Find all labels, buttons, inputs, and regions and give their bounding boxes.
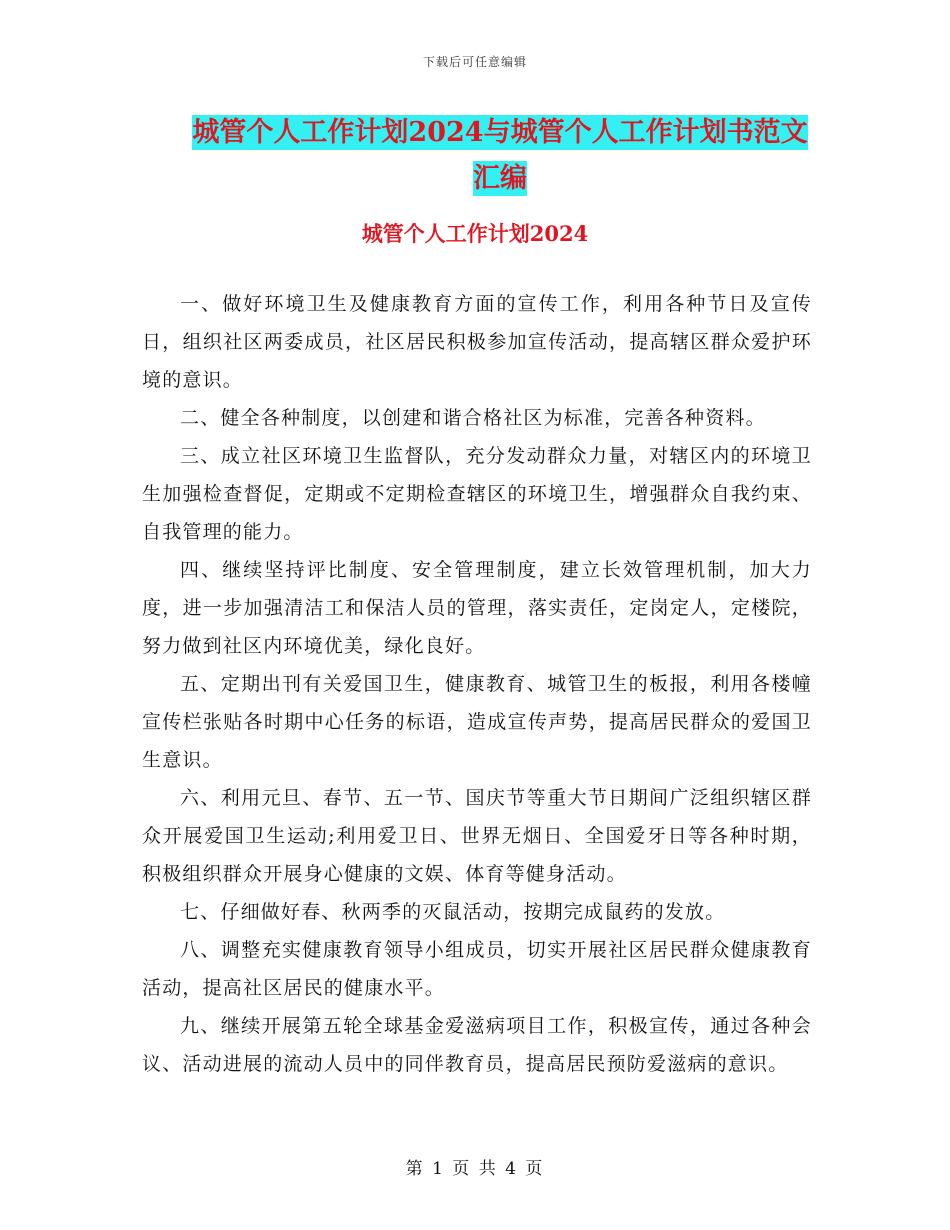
paragraph-1: 一、做好环境卫生及健康教育方面的宣传工作，利用各种节日及宣传日，组织社区两委成员，社区居民积极参加宣传活动，提高辖区群众爱护环境的意识。 <box>142 293 812 391</box>
paragraph-4: 四、继续坚持评比制度、安全管理制度，建立长效管理机制，加大力度，进一步加强清洁工和保洁人员的管理，落实责任，定岗定人，定楼院，努力做到社区内环境优美，绿化良好。 <box>142 559 812 657</box>
document-title-text: 城管个人工作计划2024与城管个人工作计划书范文汇编 <box>192 117 808 194</box>
paragraph-5: 五、定期出刊有关爱国卫生，健康教育、城管卫生的板报，利用各楼幢宣传栏张贴各时期中心任务的标语，造成宣传声势，提高居民群众的爱国卫生意识。 <box>142 673 812 771</box>
page-footer: 第 1 页 共 4 页 <box>405 1159 545 1179</box>
header-note: 下载后可任意编辑 <box>422 55 527 69</box>
paragraph-6: 六、利用元旦、春节、五一节、国庆节等重大节日期间广泛组织辖区群众开展爱国卫生运动;利用爱卫日、世界无烟日、全国爱牙日等各种时期，积极组织群众开展身心健康的文娱、体育等健身活动。 <box>142 787 812 885</box>
paragraph-2: 二、健全各种制度，以创建和谐合格社区为标准，完善各种资料。 <box>180 407 766 429</box>
document-body <box>142 285 812 1083</box>
paragraph-3: 三、成立社区环境卫生监督队，充分发动群众力量，对辖区内的环境卫生加强检查督促，定期或不定期检查辖区的环境卫生，增强群众自我约束、自我管理的能力。 <box>142 445 812 543</box>
document-title <box>180 110 820 202</box>
paragraph-9: 九、继续开展第五轮全球基金爱滋病项目工作，积极宣传，通过各种会议、活动进展的流动人员中的同伴教育员，提高居民预防爱滋病的意识。 <box>142 1015 812 1075</box>
paragraph-7: 七、仔细做好春、秋两季的灭鼠活动，按期完成鼠药的发放。 <box>180 901 726 923</box>
section-title: 城管个人工作计划2024 <box>361 221 589 246</box>
paragraph-8: 八、调整充实健康教育领导小组成员，切实开展社区居民群众健康教育活动，提高社区居民的健康水平。 <box>142 939 812 999</box>
